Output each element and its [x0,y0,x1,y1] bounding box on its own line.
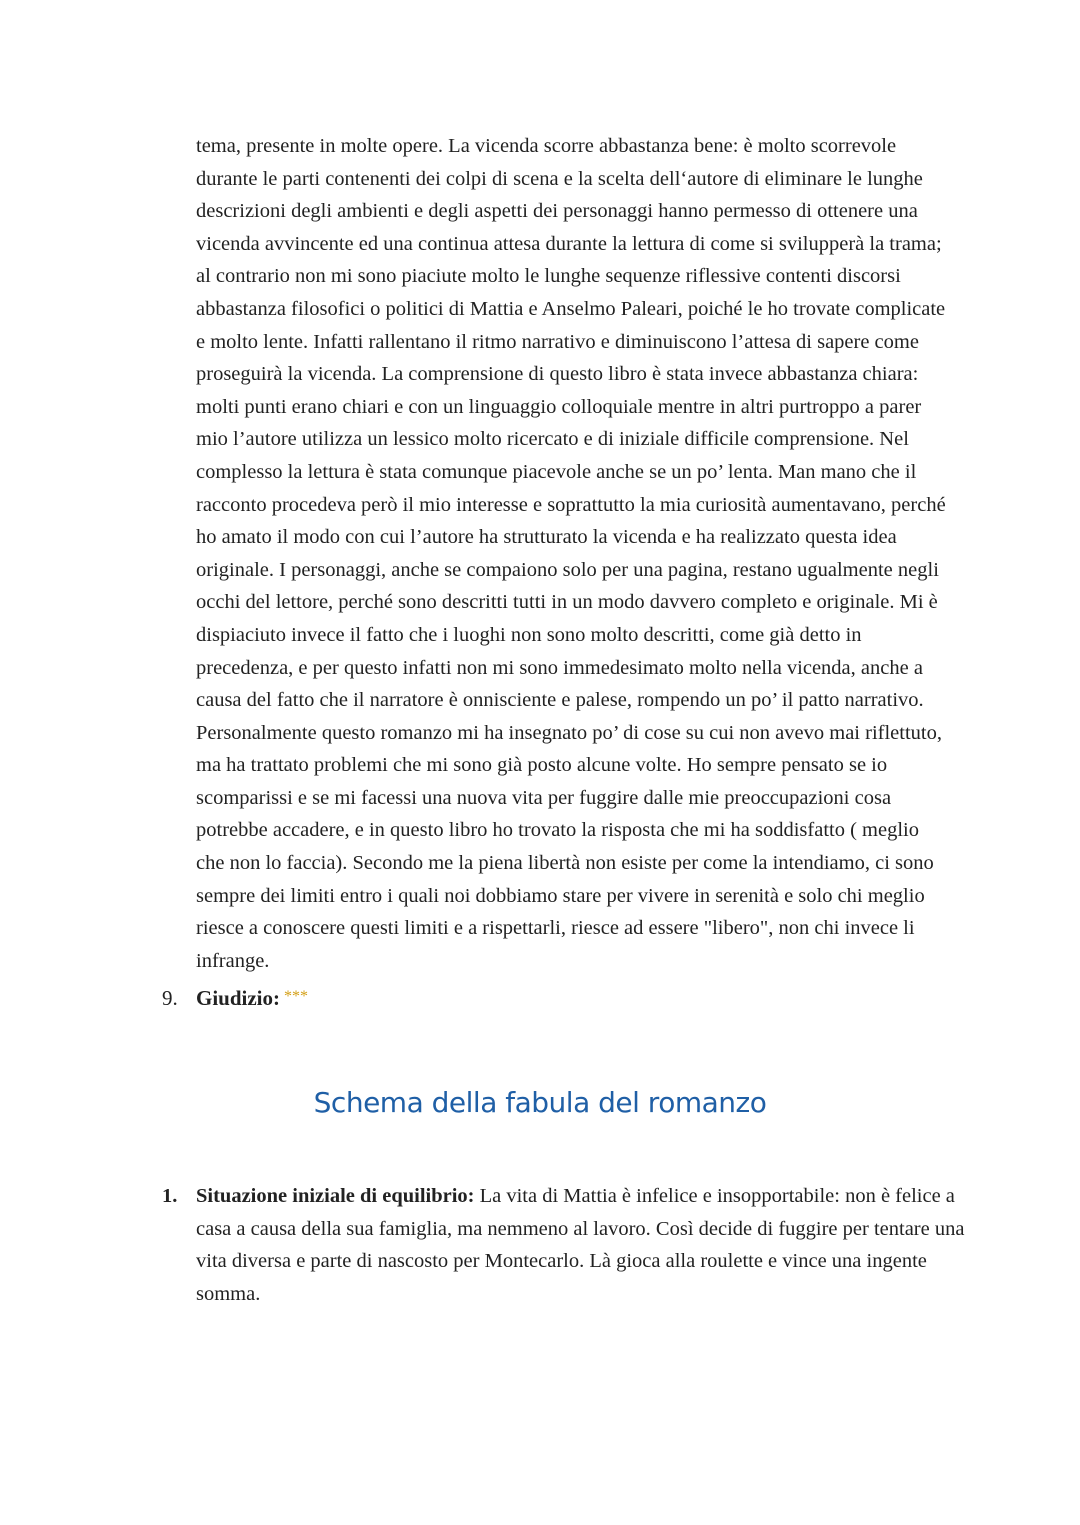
fabula-item-text: La vita di Mattia è infelice e insopportabile: non è felice a casa a causa della sua famiglia, ma nemmeno al lavoro. Così decide di fuggire per tentare una vita diversa e parte di nascosto per Montecarlo. Là gioca alla roulette e vince una ingente somma. [196,1185,965,1305]
text-line: e molto lente. Infatti rallentano il ritmo narrativo e diminuiscono l’attesa di sapere come [196,330,919,353]
text-line: occhi del lettore, perché sono descritti tutti in un modo davvero completo e originale. Mi è [196,591,938,614]
text-line: scomparissi e se mi facessi una nuova vita per fuggire dalle mie preoccupazioni cosa [196,786,892,809]
text-line: abbastanza filosofici o politici di Mattia e Anselmo Paleari, poiché le ho trovate complicate [196,297,946,320]
text-line: racconto procedeva però il mio interesse e soprattutto la mia curiosità aumentavano, perché [196,493,946,516]
text-line: mio l’autore utilizza un lessico molto ricercato e di iniziale difficile comprensione. Nel [196,428,909,451]
text-line: molti punti erano chiari e con un linguaggio colloquiale mentre in altri purtroppo a parer [196,395,922,418]
text-line: potrebbe accadere, e in questo libro ho trovato la risposta che mi ha soddisfatto ( meglio [196,819,919,842]
rating-stars: *** [284,988,309,1005]
text-line: che non lo faccia). Secondo me la piena libertà non esiste per come la intendiamo, ci sono [196,852,934,875]
fabula-item-label: Situazione iniziale di equilibrio: [196,1185,475,1207]
fabula-item-body [196,1180,966,1310]
text-line: Personalmente questo romanzo mi ha insegnato po’ di cose su cui non avevo mai riflettuto, [196,721,942,744]
list-number: 1. [162,1185,178,1207]
review-paragraph [196,130,956,977]
text-line: tema, presente in molte opere. La vicenda scorre abbastanza bene: è molto scorrevole [196,135,897,157]
list-number: 9. [162,986,178,1010]
text-line: al contrario non mi sono piaciute molto le lunghe sequenze riflessive contenti discorsi [196,265,901,288]
text-line: complesso la lettura è stata comunque piacevole anche se un po’ lenta. Man mano che il [196,460,917,483]
text-line: sempre dei limiti entro i quali noi dobbiamo stare per vivere in serenità e solo chi meglio [196,884,925,907]
text-line: proseguirà la vicenda. La comprensione di questo libro è stata invece abbastanza chiara: [196,363,919,386]
text-line: precedenza, e per questo infatti non mi sono immedesimato molto nella vicenda, anche a [196,656,923,679]
text-line: infrange. [196,949,270,972]
text-line: dispiaciuto invece il fatto che i luoghi non sono molto descritti, come già detto in [196,623,862,646]
text-line: vicenda avvincente ed una continua attesa durante la lettura di come si svilupperà la trama; [196,232,942,255]
text-line: descrizioni degli ambienti e degli aspetti dei personaggi hanno permesso di ottenere una [196,200,918,223]
text-line: causa del fatto che il narratore è onnisciente e palese, rompendo un po’ il patto narrativo. [196,689,924,712]
section-title: Schema della fabula del romanzo [313,1086,767,1119]
text-line: originale. I personaggi, anche se compaiono solo per una pagina, restano ugualmente negli [196,558,939,581]
giudizio-label: Giudizio: [196,986,281,1010]
giudizio-item [162,981,308,1014]
text-line: durante le parti contenenti dei colpi di scena e la scelta dell‘autore di eliminare le lunghe [196,167,923,190]
text-line: ma ha trattato problemi che mi sono già posto alcune volte. Ho sempre pensato se io [196,754,888,777]
text-line: riesce a conoscere questi limiti e a rispettarli, riesce ad essere "libero", non chi invece li [196,917,915,940]
text-line: ho amato il modo con cui l’autore ha strutturato la vicenda e ha realizzato questa idea [196,526,897,549]
